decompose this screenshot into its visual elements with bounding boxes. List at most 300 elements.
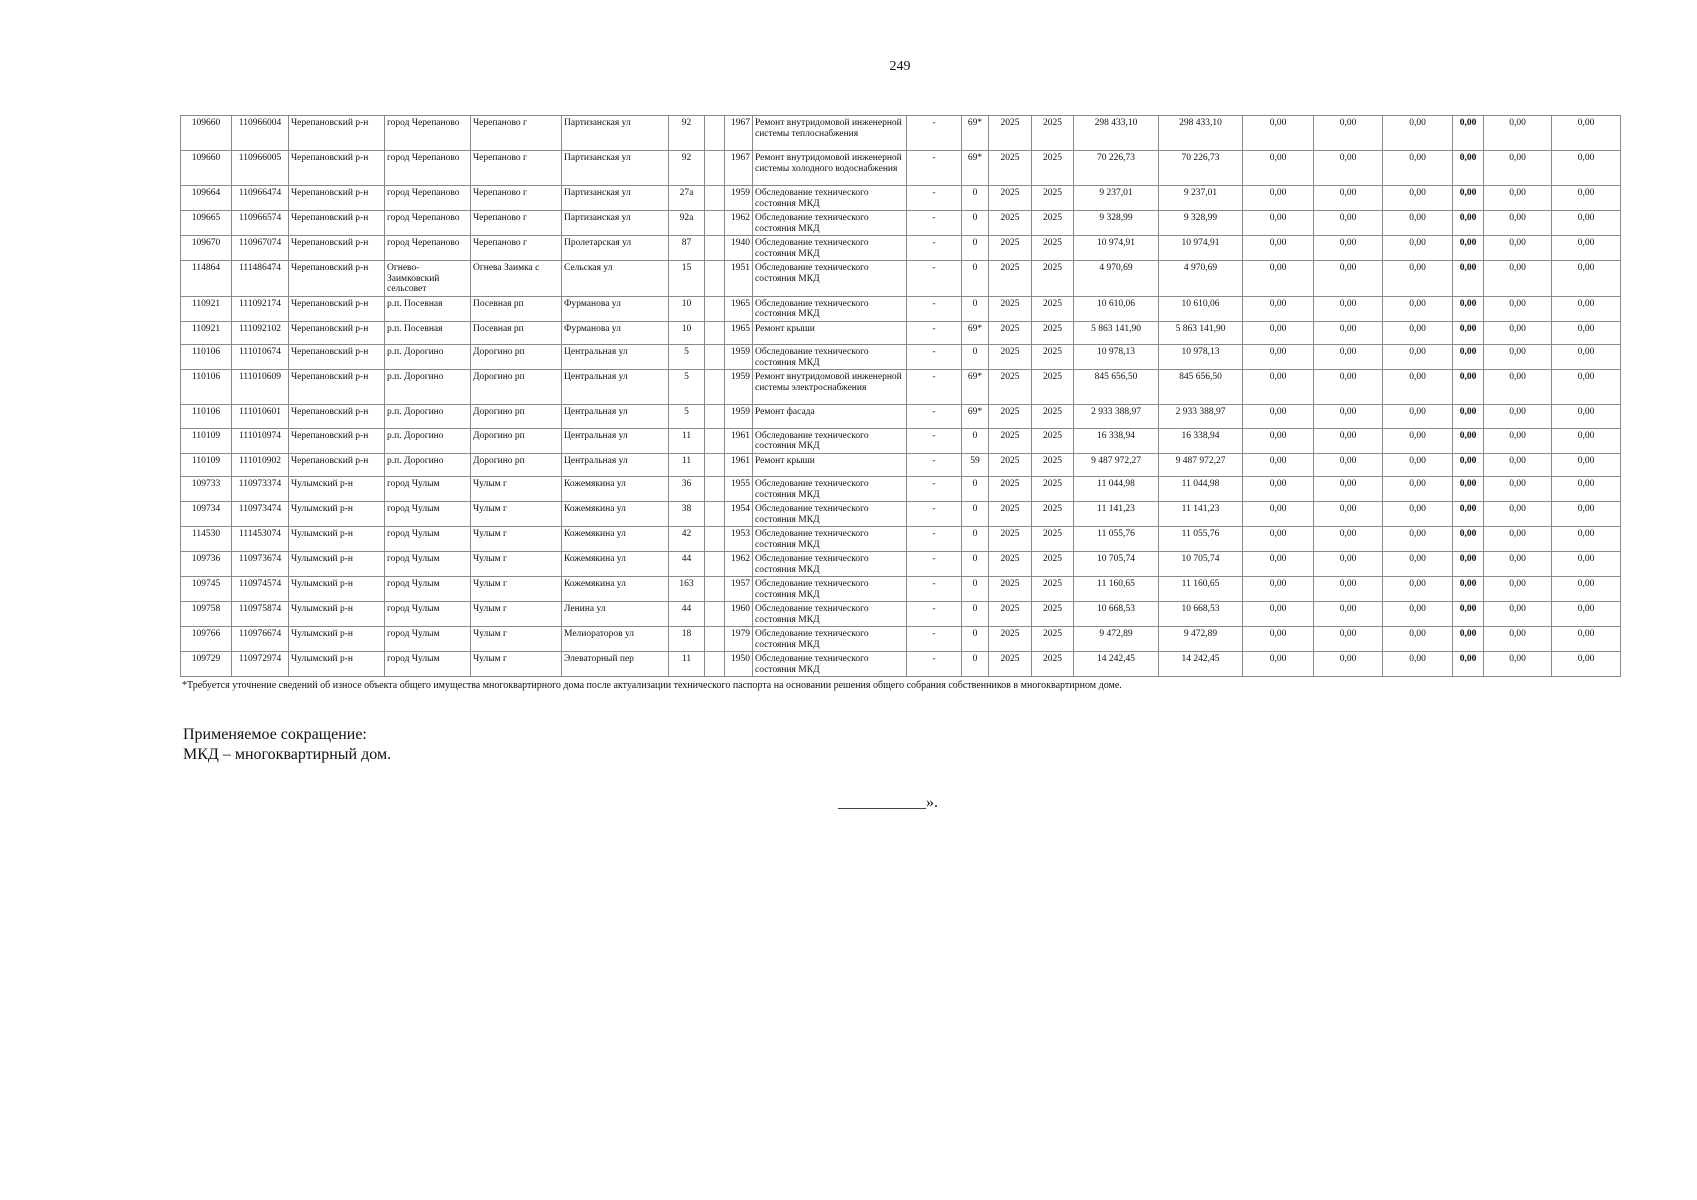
cell-plan-start-year: 2025 (989, 370, 1032, 405)
cell-house-number: 92 (669, 151, 705, 186)
cell-building (705, 370, 725, 405)
cell-locality: Огнева Заимка с (471, 261, 562, 297)
cell-work-id: 111010609 (232, 370, 289, 405)
cell-total-cost: 11 044,98 (1074, 477, 1159, 502)
table-row (181, 477, 1621, 502)
cell-plan-start-year: 2025 (989, 321, 1032, 345)
cell-cost-col-5: 0,00 (1484, 211, 1552, 236)
cell-cost-col-6: 0,00 (1552, 652, 1621, 677)
cell-year-built: 1955 (725, 477, 753, 502)
cell-plan-start-year: 2025 (989, 236, 1032, 261)
cell-street: Кожемякина ул (562, 552, 669, 577)
cell-building (705, 652, 725, 677)
cell-plan-start-year: 2025 (989, 477, 1032, 502)
cell-house-id: 110921 (181, 296, 232, 321)
cell-wear-percent: 0 (962, 552, 989, 577)
cell-regional-fund-cost: 11 055,76 (1159, 527, 1243, 552)
cell-cost-col-3: 0,00 (1383, 652, 1453, 677)
cell-wear-percent: 0 (962, 577, 989, 602)
cell-building (705, 602, 725, 627)
cell-cost-col-4: 0,00 (1453, 345, 1484, 370)
cell-locality: Черепаново г (471, 116, 562, 151)
cell-cost-col-4: 0,00 (1453, 602, 1484, 627)
table-row (181, 552, 1621, 577)
cell-house-id: 109766 (181, 627, 232, 652)
cell-house-number: 42 (669, 527, 705, 552)
cell-work-type: Обследование технического состояния МКД (753, 502, 907, 527)
cell-cost-col-3: 0,00 (1383, 477, 1453, 502)
cell-work-id: 111453074 (232, 527, 289, 552)
cell-plan-end-year: 2025 (1032, 116, 1074, 151)
cell-wear-percent: 0 (962, 261, 989, 297)
cell-street: Центральная ул (562, 405, 669, 429)
cell-wear-percent: 0 (962, 627, 989, 652)
cell-locality: Черепаново г (471, 151, 562, 186)
cell-plan-end-year: 2025 (1032, 652, 1074, 677)
cell-building (705, 453, 725, 477)
cell-cost-col-2: 0,00 (1314, 321, 1383, 345)
cell-year-built: 1961 (725, 453, 753, 477)
cell-street: Центральная ул (562, 453, 669, 477)
table-row (181, 502, 1621, 527)
cell-cost-col-1: 0,00 (1243, 627, 1314, 652)
cell-cost-col-4: 0,00 (1453, 477, 1484, 502)
cell-work-type: Обследование технического состояния МКД (753, 477, 907, 502)
cell-house-id: 114530 (181, 527, 232, 552)
cell-building (705, 186, 725, 211)
cell-street: Сельская ул (562, 261, 669, 297)
cell-plan-end-year: 2025 (1032, 211, 1074, 236)
cell-district: Чулымский р-н (289, 552, 385, 577)
cell-work-id: 110975874 (232, 602, 289, 627)
cell-house-number: 38 (669, 502, 705, 527)
cell-cost-col-1: 0,00 (1243, 428, 1314, 453)
cell-building (705, 345, 725, 370)
cell-cost-col-6: 0,00 (1552, 552, 1621, 577)
cell-cost-col-6: 0,00 (1552, 627, 1621, 652)
cell-plan-start-year: 2025 (989, 627, 1032, 652)
cell-col-dash: - (907, 527, 962, 552)
cell-work-type: Ремонт фасада (753, 405, 907, 429)
cell-year-built: 1965 (725, 321, 753, 345)
cell-regional-fund-cost: 9 237,01 (1159, 186, 1243, 211)
cell-building (705, 527, 725, 552)
cell-municipality: город Чулым (385, 577, 471, 602)
cell-municipality: город Чулым (385, 502, 471, 527)
cell-col-dash: - (907, 370, 962, 405)
cell-cost-col-4: 0,00 (1453, 321, 1484, 345)
cell-col-dash: - (907, 405, 962, 429)
cell-work-id: 110967074 (232, 236, 289, 261)
cell-cost-col-2: 0,00 (1314, 527, 1383, 552)
cell-year-built: 1961 (725, 428, 753, 453)
cell-cost-col-4: 0,00 (1453, 116, 1484, 151)
cell-year-built: 1979 (725, 627, 753, 652)
cell-municipality: р.п. Посевная (385, 321, 471, 345)
cell-cost-col-6: 0,00 (1552, 453, 1621, 477)
cell-street: Кожемякина ул (562, 577, 669, 602)
cell-total-cost: 10 974,91 (1074, 236, 1159, 261)
cell-district: Черепановский р-н (289, 261, 385, 297)
cell-house-id: 114864 (181, 261, 232, 297)
cell-work-type: Ремонт внутридомовой инженерной системы холодного водоснабжения (753, 151, 907, 186)
table-body (181, 116, 1621, 677)
cell-locality: Дорогино рп (471, 428, 562, 453)
cell-street: Элеваторный пер (562, 652, 669, 677)
cell-regional-fund-cost: 2 933 388,97 (1159, 405, 1243, 429)
cell-wear-percent: 0 (962, 428, 989, 453)
cell-municipality: р.п. Дорогино (385, 405, 471, 429)
cell-cost-col-6: 0,00 (1552, 477, 1621, 502)
cell-cost-col-1: 0,00 (1243, 552, 1314, 577)
cell-cost-col-5: 0,00 (1484, 186, 1552, 211)
cell-cost-col-2: 0,00 (1314, 236, 1383, 261)
cell-regional-fund-cost: 10 668,53 (1159, 602, 1243, 627)
cell-regional-fund-cost: 14 242,45 (1159, 652, 1243, 677)
cell-cost-col-1: 0,00 (1243, 602, 1314, 627)
cell-plan-end-year: 2025 (1032, 477, 1074, 502)
cell-cost-col-1: 0,00 (1243, 236, 1314, 261)
cell-cost-col-4: 0,00 (1453, 261, 1484, 297)
cell-cost-col-2: 0,00 (1314, 296, 1383, 321)
cell-cost-col-2: 0,00 (1314, 345, 1383, 370)
cell-cost-col-5: 0,00 (1484, 453, 1552, 477)
cell-wear-percent: 0 (962, 236, 989, 261)
cell-locality: Дорогино рп (471, 453, 562, 477)
cell-wear-percent: 0 (962, 186, 989, 211)
cell-street: Центральная ул (562, 345, 669, 370)
cell-wear-percent: 0 (962, 652, 989, 677)
cell-cost-col-4: 0,00 (1453, 211, 1484, 236)
cell-cost-col-3: 0,00 (1383, 261, 1453, 297)
cell-cost-col-5: 0,00 (1484, 577, 1552, 602)
cell-wear-percent: 0 (962, 211, 989, 236)
cell-work-type: Обследование технического состояния МКД (753, 345, 907, 370)
cell-locality: Чулым г (471, 602, 562, 627)
cell-district: Чулымский р-н (289, 627, 385, 652)
table-row (181, 428, 1621, 453)
cell-work-type: Обследование технического состояния МКД (753, 428, 907, 453)
cell-district: Чулымский р-н (289, 477, 385, 502)
cell-col-dash: - (907, 151, 962, 186)
cell-street: Партизанская ул (562, 186, 669, 211)
cell-municipality: город Черепаново (385, 151, 471, 186)
cell-locality: Чулым г (471, 577, 562, 602)
cell-street: Кожемякина ул (562, 502, 669, 527)
cell-district: Черепановский р-н (289, 405, 385, 429)
cell-house-id: 109734 (181, 502, 232, 527)
cell-house-id: 109745 (181, 577, 232, 602)
cell-building (705, 151, 725, 186)
table-row (181, 345, 1621, 370)
cell-locality: Черепаново г (471, 236, 562, 261)
cell-plan-start-year: 2025 (989, 116, 1032, 151)
cell-total-cost: 5 863 141,90 (1074, 321, 1159, 345)
cell-cost-col-5: 0,00 (1484, 116, 1552, 151)
cell-cost-col-3: 0,00 (1383, 321, 1453, 345)
cell-total-cost: 11 160,65 (1074, 577, 1159, 602)
cell-district: Чулымский р-н (289, 527, 385, 552)
cell-building (705, 405, 725, 429)
cell-cost-col-4: 0,00 (1453, 552, 1484, 577)
cell-street: Центральная ул (562, 370, 669, 405)
cell-wear-percent: 0 (962, 527, 989, 552)
cell-plan-start-year: 2025 (989, 602, 1032, 627)
footnote: *Требуется уточнение сведений об износе объекта общего имущества многоквартирного дома после актуализации технического паспорта на основании решения общего собрания собственников в многоквартирном доме. (182, 680, 1122, 691)
cell-year-built: 1959 (725, 345, 753, 370)
cell-wear-percent: 0 (962, 502, 989, 527)
repair-program-table (180, 115, 1621, 677)
cell-house-id: 110109 (181, 453, 232, 477)
cell-total-cost: 10 705,74 (1074, 552, 1159, 577)
cell-col-dash: - (907, 296, 962, 321)
cell-cost-col-5: 0,00 (1484, 652, 1552, 677)
cell-cost-col-5: 0,00 (1484, 502, 1552, 527)
cell-cost-col-5: 0,00 (1484, 370, 1552, 405)
cell-plan-end-year: 2025 (1032, 296, 1074, 321)
cell-house-number: 87 (669, 236, 705, 261)
cell-cost-col-5: 0,00 (1484, 296, 1552, 321)
cell-regional-fund-cost: 11 160,65 (1159, 577, 1243, 602)
cell-locality: Чулым г (471, 652, 562, 677)
cell-work-id: 111010902 (232, 453, 289, 477)
cell-cost-col-6: 0,00 (1552, 321, 1621, 345)
cell-building (705, 236, 725, 261)
cell-street: Фурманова ул (562, 321, 669, 345)
cell-work-id: 110973374 (232, 477, 289, 502)
cell-cost-col-6: 0,00 (1552, 577, 1621, 602)
cell-col-dash: - (907, 577, 962, 602)
cell-locality: Чулым г (471, 527, 562, 552)
cell-col-dash: - (907, 116, 962, 151)
cell-cost-col-1: 0,00 (1243, 405, 1314, 429)
cell-building (705, 577, 725, 602)
cell-cost-col-6: 0,00 (1552, 151, 1621, 186)
cell-municipality: город Чулым (385, 602, 471, 627)
cell-cost-col-6: 0,00 (1552, 186, 1621, 211)
cell-plan-start-year: 2025 (989, 428, 1032, 453)
cell-municipality: р.п. Посевная (385, 296, 471, 321)
cell-total-cost: 14 242,45 (1074, 652, 1159, 677)
cell-building (705, 116, 725, 151)
cell-house-id: 110109 (181, 428, 232, 453)
cell-municipality: город Чулым (385, 477, 471, 502)
cell-cost-col-1: 0,00 (1243, 652, 1314, 677)
cell-cost-col-3: 0,00 (1383, 211, 1453, 236)
cell-cost-col-4: 0,00 (1453, 453, 1484, 477)
cell-street: Партизанская ул (562, 211, 669, 236)
cell-total-cost: 9 328,99 (1074, 211, 1159, 236)
cell-cost-col-6: 0,00 (1552, 405, 1621, 429)
cell-plan-end-year: 2025 (1032, 552, 1074, 577)
cell-col-dash: - (907, 652, 962, 677)
cell-plan-start-year: 2025 (989, 151, 1032, 186)
cell-house-number: 27а (669, 186, 705, 211)
cell-total-cost: 9 472,89 (1074, 627, 1159, 652)
cell-cost-col-3: 0,00 (1383, 453, 1453, 477)
table-row (181, 405, 1621, 429)
cell-cost-col-2: 0,00 (1314, 627, 1383, 652)
closing-mark: ___________». (838, 794, 938, 811)
cell-plan-end-year: 2025 (1032, 453, 1074, 477)
cell-cost-col-1: 0,00 (1243, 116, 1314, 151)
cell-total-cost: 4 970,69 (1074, 261, 1159, 297)
cell-house-number: 11 (669, 652, 705, 677)
cell-year-built: 1950 (725, 652, 753, 677)
cell-locality: Посевная рп (471, 296, 562, 321)
cell-cost-col-5: 0,00 (1484, 345, 1552, 370)
cell-cost-col-1: 0,00 (1243, 527, 1314, 552)
cell-building (705, 321, 725, 345)
cell-house-id: 109729 (181, 652, 232, 677)
cell-cost-col-6: 0,00 (1552, 527, 1621, 552)
cell-regional-fund-cost: 10 610,06 (1159, 296, 1243, 321)
cell-cost-col-3: 0,00 (1383, 296, 1453, 321)
cell-work-id: 111092102 (232, 321, 289, 345)
cell-col-dash: - (907, 321, 962, 345)
cell-cost-col-3: 0,00 (1383, 370, 1453, 405)
cell-plan-start-year: 2025 (989, 345, 1032, 370)
cell-house-number: 92а (669, 211, 705, 236)
cell-work-type: Обследование технического состояния МКД (753, 577, 907, 602)
cell-street: Кожемякина ул (562, 527, 669, 552)
cell-district: Черепановский р-н (289, 236, 385, 261)
abbreviation-title: Применяемое сокращение: (183, 726, 367, 743)
cell-cost-col-3: 0,00 (1383, 151, 1453, 186)
cell-cost-col-1: 0,00 (1243, 186, 1314, 211)
cell-street: Фурманова ул (562, 296, 669, 321)
cell-house-id: 110106 (181, 345, 232, 370)
cell-col-dash: - (907, 261, 962, 297)
cell-building (705, 296, 725, 321)
cell-cost-col-4: 0,00 (1453, 527, 1484, 552)
cell-cost-col-2: 0,00 (1314, 151, 1383, 186)
cell-cost-col-2: 0,00 (1314, 477, 1383, 502)
cell-work-type: Обследование технического состояния МКД (753, 211, 907, 236)
cell-house-number: 163 (669, 577, 705, 602)
cell-cost-col-5: 0,00 (1484, 236, 1552, 261)
cell-house-number: 10 (669, 321, 705, 345)
cell-cost-col-2: 0,00 (1314, 502, 1383, 527)
cell-cost-col-2: 0,00 (1314, 652, 1383, 677)
cell-col-dash: - (907, 552, 962, 577)
cell-work-id: 110976674 (232, 627, 289, 652)
cell-work-type: Обследование технического состояния МКД (753, 627, 907, 652)
cell-work-id: 111010674 (232, 345, 289, 370)
cell-cost-col-3: 0,00 (1383, 116, 1453, 151)
cell-house-number: 5 (669, 370, 705, 405)
cell-total-cost: 10 610,06 (1074, 296, 1159, 321)
cell-plan-end-year: 2025 (1032, 345, 1074, 370)
cell-house-number: 5 (669, 345, 705, 370)
cell-work-type: Обследование технического состояния МКД (753, 602, 907, 627)
cell-cost-col-4: 0,00 (1453, 186, 1484, 211)
cell-cost-col-6: 0,00 (1552, 211, 1621, 236)
cell-cost-col-1: 0,00 (1243, 321, 1314, 345)
cell-house-number: 92 (669, 116, 705, 151)
cell-cost-col-2: 0,00 (1314, 577, 1383, 602)
cell-locality: Дорогино рп (471, 345, 562, 370)
cell-wear-percent: 0 (962, 602, 989, 627)
cell-year-built: 1954 (725, 502, 753, 527)
cell-work-type: Ремонт внутридомовой инженерной системы теплоснабжения (753, 116, 907, 151)
cell-house-id: 109758 (181, 602, 232, 627)
cell-plan-start-year: 2025 (989, 502, 1032, 527)
cell-col-dash: - (907, 502, 962, 527)
cell-locality: Чулым г (471, 477, 562, 502)
cell-regional-fund-cost: 5 863 141,90 (1159, 321, 1243, 345)
cell-regional-fund-cost: 70 226,73 (1159, 151, 1243, 186)
table-row (181, 261, 1621, 297)
cell-house-id: 109733 (181, 477, 232, 502)
cell-house-id: 110106 (181, 370, 232, 405)
cell-regional-fund-cost: 298 433,10 (1159, 116, 1243, 151)
cell-cost-col-4: 0,00 (1453, 428, 1484, 453)
cell-municipality: Огнево-Заимковский сельсовет (385, 261, 471, 297)
table-row (181, 186, 1621, 211)
cell-cost-col-4: 0,00 (1453, 627, 1484, 652)
cell-house-number: 11 (669, 428, 705, 453)
cell-cost-col-3: 0,00 (1383, 236, 1453, 261)
cell-wear-percent: 69* (962, 151, 989, 186)
cell-cost-col-4: 0,00 (1453, 652, 1484, 677)
cell-house-number: 15 (669, 261, 705, 297)
cell-cost-col-2: 0,00 (1314, 116, 1383, 151)
cell-year-built: 1957 (725, 577, 753, 602)
cell-street: Ленина ул (562, 602, 669, 627)
cell-year-built: 1967 (725, 151, 753, 186)
cell-cost-col-5: 0,00 (1484, 477, 1552, 502)
cell-municipality: р.п. Дорогино (385, 453, 471, 477)
cell-cost-col-5: 0,00 (1484, 602, 1552, 627)
cell-house-id: 109665 (181, 211, 232, 236)
cell-col-dash: - (907, 627, 962, 652)
cell-building (705, 428, 725, 453)
cell-plan-end-year: 2025 (1032, 627, 1074, 652)
cell-work-type: Ремонт крыши (753, 453, 907, 477)
cell-cost-col-3: 0,00 (1383, 186, 1453, 211)
cell-work-id: 110966004 (232, 116, 289, 151)
cell-work-id: 111092174 (232, 296, 289, 321)
cell-cost-col-6: 0,00 (1552, 370, 1621, 405)
cell-wear-percent: 69* (962, 321, 989, 345)
cell-cost-col-5: 0,00 (1484, 261, 1552, 297)
cell-total-cost: 2 933 388,97 (1074, 405, 1159, 429)
cell-street: Кожемякина ул (562, 477, 669, 502)
cell-cost-col-6: 0,00 (1552, 236, 1621, 261)
cell-regional-fund-cost: 16 338,94 (1159, 428, 1243, 453)
cell-cost-col-5: 0,00 (1484, 552, 1552, 577)
cell-total-cost: 16 338,94 (1074, 428, 1159, 453)
cell-house-number: 18 (669, 627, 705, 652)
cell-house-number: 44 (669, 602, 705, 627)
cell-municipality: город Черепаново (385, 186, 471, 211)
table-row (181, 577, 1621, 602)
cell-locality: Чулым г (471, 502, 562, 527)
cell-municipality: город Черепаново (385, 236, 471, 261)
cell-work-type: Обследование технического состояния МКД (753, 552, 907, 577)
cell-district: Чулымский р-н (289, 577, 385, 602)
cell-cost-col-3: 0,00 (1383, 345, 1453, 370)
cell-wear-percent: 69* (962, 116, 989, 151)
cell-cost-col-1: 0,00 (1243, 502, 1314, 527)
cell-cost-col-4: 0,00 (1453, 502, 1484, 527)
cell-cost-col-2: 0,00 (1314, 602, 1383, 627)
cell-plan-end-year: 2025 (1032, 261, 1074, 297)
cell-municipality: город Чулым (385, 527, 471, 552)
cell-regional-fund-cost: 9 328,99 (1159, 211, 1243, 236)
cell-total-cost: 9 237,01 (1074, 186, 1159, 211)
